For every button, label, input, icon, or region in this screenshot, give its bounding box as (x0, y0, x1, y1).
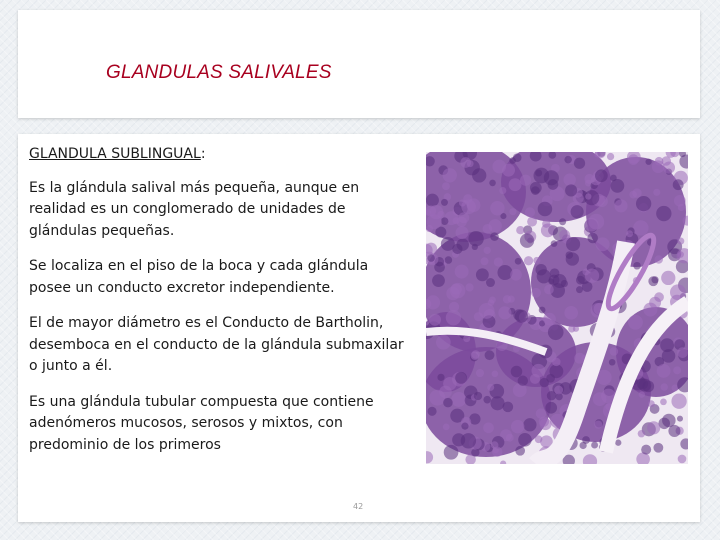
acinus (673, 179, 684, 190)
acinus (441, 237, 455, 251)
slide-title: GLANDULAS SALIVALES (106, 62, 332, 83)
acinus (483, 396, 491, 404)
paragraph-1: Es la glándula salival más pequeña, aunque en realidad es un conglomerado de unidades de glándulas pequeñas. (29, 179, 360, 239)
acinus (674, 195, 686, 207)
acinus (471, 352, 479, 360)
acinus (633, 262, 641, 270)
acinus (609, 359, 616, 366)
acinus (673, 366, 681, 374)
acinus (492, 370, 499, 377)
acinus (524, 256, 533, 265)
acinus (678, 251, 684, 257)
acinus (654, 255, 662, 263)
acinus (587, 233, 597, 243)
acinus (472, 168, 486, 182)
acinus (563, 174, 575, 186)
acinus (429, 314, 441, 326)
acinus (626, 230, 633, 237)
acinus (441, 199, 448, 206)
acinus (660, 383, 667, 390)
acinus (565, 184, 577, 196)
acinus (585, 193, 591, 199)
acinus (511, 366, 523, 378)
acinus (455, 265, 469, 279)
acinus (489, 180, 496, 187)
acinus (486, 278, 495, 287)
acinus (461, 433, 476, 448)
acinus (571, 205, 584, 218)
acinus (451, 392, 466, 407)
acinus (531, 288, 541, 298)
acinus (582, 281, 593, 292)
acinus (426, 194, 439, 207)
acinus (498, 306, 511, 319)
acinus (661, 271, 675, 285)
acinus (641, 445, 651, 455)
acinus (490, 201, 504, 215)
acinus (657, 364, 671, 378)
acinus (442, 182, 450, 190)
acinus (485, 350, 495, 360)
acinus (446, 310, 461, 325)
acinus (531, 186, 540, 195)
acinus (527, 217, 537, 227)
acinus (548, 324, 564, 340)
acinus (638, 430, 645, 437)
acinus (566, 252, 579, 265)
acinus (437, 374, 444, 381)
acinus (484, 247, 491, 254)
acinus (443, 423, 450, 430)
acinus (520, 234, 534, 248)
acinus (539, 307, 546, 314)
acinus (502, 164, 515, 177)
acinus (653, 443, 663, 453)
acinus (451, 284, 462, 295)
acinus (476, 268, 489, 281)
acinus (436, 335, 451, 350)
acinus (668, 425, 680, 437)
acinus (677, 416, 683, 422)
page-number: 42 (353, 502, 364, 511)
acinus (483, 422, 494, 433)
acinus (457, 238, 469, 250)
acinus (574, 158, 585, 169)
subheading-colon: : (200, 146, 206, 162)
acinus (545, 402, 557, 414)
acinus (456, 226, 469, 239)
acinus (677, 238, 684, 245)
acinus (535, 169, 542, 176)
content-panel (18, 134, 700, 522)
acinus (468, 231, 483, 246)
acinus (490, 232, 499, 241)
acinus (460, 157, 471, 168)
acinus (461, 199, 476, 214)
acinus (510, 269, 522, 281)
acinus (593, 392, 607, 406)
acinus (439, 386, 452, 399)
acinus (461, 423, 468, 430)
acinus (537, 269, 551, 283)
paragraph-3: El de mayor diámetro es el Conducto de Bartholin, desemboca en el conducto de la glándula submaxilar o junto a él. (29, 315, 404, 374)
acinus (426, 295, 440, 309)
acinus (576, 286, 583, 293)
acinus (523, 418, 536, 431)
acinus (444, 445, 459, 460)
acinus (441, 217, 449, 225)
acinus (585, 218, 599, 232)
acinus (615, 440, 621, 446)
acinus (491, 441, 499, 449)
paragraph-4: Es una glándula tubular compuesta que contiene adenómeros mucosos, serosos y mixtos, con predominio de los primeros (29, 393, 374, 453)
acinus (579, 442, 586, 449)
acinus (513, 153, 522, 162)
acinus (443, 168, 457, 182)
acinus (564, 156, 572, 164)
acinus (678, 455, 687, 464)
acinus (533, 257, 540, 264)
acinus (443, 398, 453, 408)
acinus (543, 313, 556, 326)
acinus (511, 420, 524, 433)
paragraph-2: Se localiza en el piso de la boca y cada glándula posee un conducto excretor independiente. (29, 258, 369, 296)
acinus (494, 257, 503, 266)
acinus (632, 188, 642, 198)
acinus (518, 376, 528, 386)
acinus (595, 169, 608, 182)
acinus (677, 347, 688, 358)
acinus (607, 153, 614, 160)
acinus (490, 396, 504, 410)
acinus (559, 218, 566, 225)
acinus (476, 369, 484, 377)
acinus (445, 256, 453, 264)
acinus (428, 407, 437, 416)
acinus (463, 335, 470, 342)
acinus (653, 189, 660, 196)
acinus (655, 157, 664, 166)
acinus (542, 220, 550, 228)
acinus (530, 374, 540, 384)
acinus (515, 258, 522, 265)
acinus (432, 274, 445, 287)
acinus (585, 268, 599, 282)
acinus (648, 400, 655, 407)
acinus (474, 392, 482, 400)
acinus (509, 178, 522, 191)
acinus (479, 303, 495, 319)
acinus (518, 433, 532, 447)
acinus (651, 276, 658, 283)
acinus (508, 296, 515, 303)
acinus (591, 442, 598, 449)
acinus (551, 240, 558, 247)
subheading (29, 144, 409, 166)
acinus (645, 159, 651, 165)
acinus (663, 162, 675, 174)
acinus (564, 306, 578, 320)
acinus (539, 416, 549, 426)
acinus (499, 187, 506, 194)
acinus (515, 310, 528, 323)
acinus (636, 196, 651, 211)
acinus (594, 421, 602, 429)
acinus (516, 226, 524, 234)
acinus (559, 230, 570, 241)
acinus (628, 315, 643, 330)
acinus (610, 347, 619, 356)
acinus (614, 199, 627, 212)
acinus (552, 358, 561, 367)
acinus (633, 220, 648, 235)
acinus (639, 391, 645, 397)
acinus (546, 374, 555, 383)
title-panel (18, 10, 700, 118)
acinus (544, 170, 559, 185)
acinus (660, 398, 667, 405)
text-column (29, 144, 409, 470)
histology-image (426, 152, 688, 464)
acinus (506, 434, 514, 442)
acinus (671, 394, 686, 409)
acinus (515, 446, 525, 456)
acinus (538, 202, 553, 217)
acinus (525, 207, 535, 217)
acinus (520, 175, 531, 186)
acinus (649, 297, 661, 309)
micrograph-drawing (426, 152, 688, 464)
acinus (481, 257, 489, 265)
acinus (497, 265, 512, 280)
subheading-text: GLANDULA SUBLINGUAL (29, 146, 201, 162)
acinus (465, 283, 473, 291)
acinus (455, 372, 467, 384)
acinus (610, 175, 617, 182)
acinus (554, 386, 563, 395)
acinus (647, 421, 660, 434)
acinus (483, 224, 493, 234)
acinus (487, 384, 494, 391)
acinus (573, 326, 579, 332)
acinus (509, 208, 516, 215)
acinus (550, 268, 560, 278)
acinus (662, 349, 676, 363)
acinus (544, 285, 554, 295)
acinus (656, 206, 671, 221)
